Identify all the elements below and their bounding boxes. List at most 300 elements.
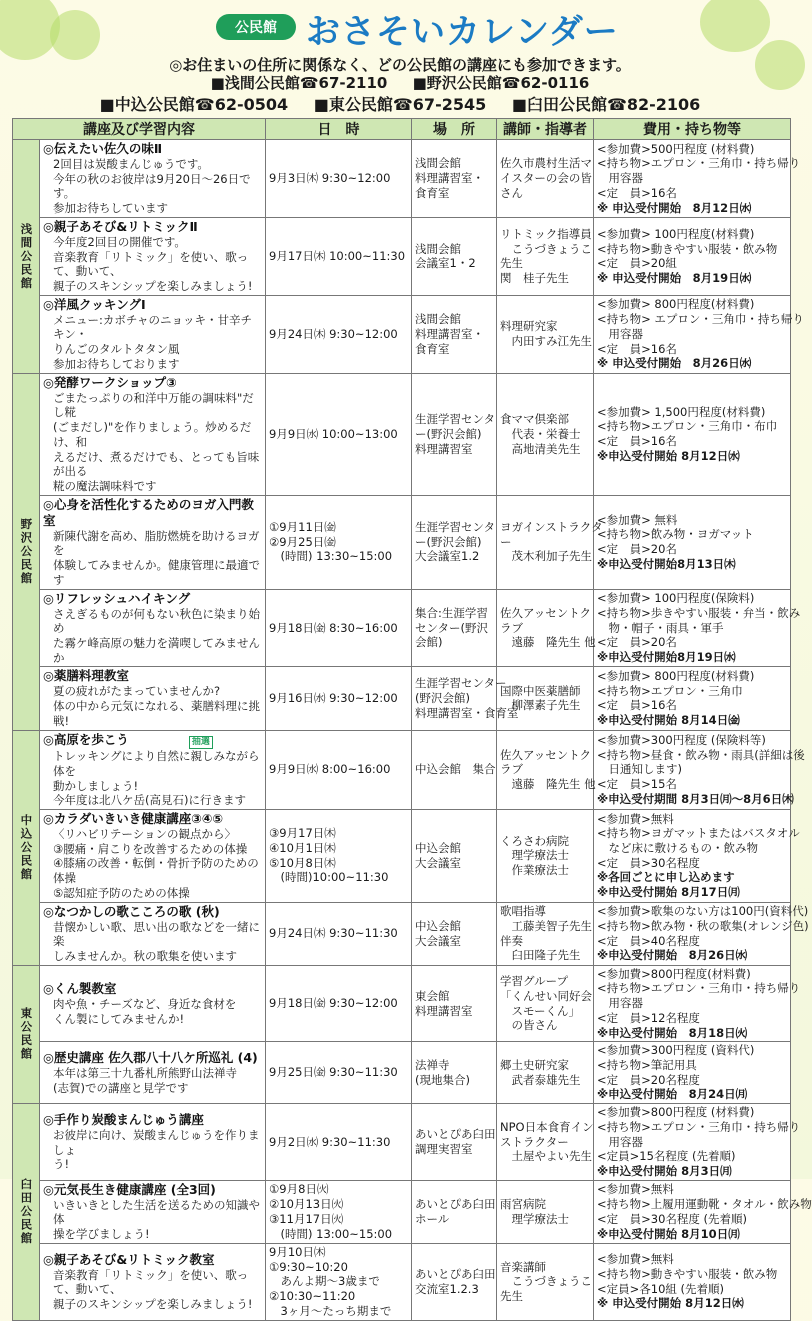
page-header (0, 0, 800, 118)
fee-cell (594, 1104, 801, 1181)
place-line: 会館) (415, 635, 443, 650)
application-date-line: ※申込受付期間 8月3日㈪〜8月6日㈭ (597, 791, 794, 806)
course-desc-line: 新陳代謝を高め、脂肪燃焼を助けるヨガを (53, 528, 260, 558)
teacher-line: 武者泰雄先生 (500, 1072, 581, 1087)
datetime-cell (266, 373, 412, 495)
fee-line: <参加費> 800円程度(材料費) (597, 669, 755, 684)
col-header-course: 講座及び学習内容 (13, 119, 266, 140)
course-desc-line: 親子のスキンシップを楽しみましょう! (53, 279, 253, 294)
fee-line: <定 員>30名程度 (597, 855, 700, 870)
teacher-line: 先生 (500, 256, 523, 271)
table-row (13, 495, 791, 589)
course-desc-line: メニュー:カボチャのニョッキ・甘辛チキン・ (53, 312, 253, 342)
datetime-line: ①9月11日㈮ (269, 520, 336, 535)
teacher-line: 遠藤 隆先生 他 (500, 635, 596, 650)
datetime-line: ②10:30~11:20 (269, 1289, 356, 1304)
course-desc-line: ③腰痛・肩こりを改善するための体操 (53, 841, 248, 856)
course-cell (40, 295, 266, 373)
fee-line: 用容器 (597, 171, 643, 186)
course-desc-line: 今年度は北八ケ岳(高見石)に行きます (53, 793, 246, 808)
place-cell (412, 809, 497, 902)
course-desc-line: 今年度2回目の開催です。 (53, 234, 186, 249)
datetime-line: ①9月8日㈫ (269, 1182, 329, 1197)
fee-line: <持ち物>エプロン・三角巾・布巾 (597, 419, 778, 434)
teacher-line: ヨガインストラクタ (500, 520, 603, 535)
place-cell (412, 589, 497, 667)
course-cell (40, 495, 266, 589)
application-date-line: ※申込受付開始 8月10日㈪ (597, 1226, 740, 1241)
fee-line: <参加費>500円程度 (材料費) (597, 141, 755, 156)
datetime-cell (266, 667, 412, 730)
fee-line: <定 員>15名 (597, 777, 677, 792)
datetime-line: ①9:30~10:20 (269, 1259, 348, 1274)
fee-line: <定 員>16名 (597, 185, 677, 200)
fee-cell (594, 965, 801, 1042)
place-line: あいとぴあ臼田 (415, 1127, 496, 1142)
place-cell (412, 730, 497, 809)
course-desc-line: 肉や魚・チーズなど、身近な食材を (53, 996, 237, 1011)
phone-higashi: ■東公民館☎67-2545 (313, 95, 487, 114)
fee-line: <参加費>300円程度 (保険料等) (597, 732, 766, 747)
datetime-cell (266, 965, 412, 1042)
fee-cell (594, 217, 791, 295)
lottery-tag: 抽選 (189, 736, 213, 750)
table-row (13, 1104, 791, 1181)
fee-line: <参加費> 100円程度(材料費) (597, 226, 755, 241)
datetime-cell (266, 809, 412, 902)
application-date-line: ※申込受付開始8月13日㈭ (597, 556, 736, 571)
application-date-line: ※ 申込受付開始 8月26日㈬ (597, 356, 752, 371)
place-cell (412, 495, 497, 589)
place-cell (412, 295, 497, 373)
place-line: 会議室1・2 (415, 256, 476, 271)
hall-name-cell: 野沢公民館 (13, 373, 40, 730)
course-desc-line: 音楽教育「リトミック」を使い、歌って、動いて、 (53, 1267, 249, 1297)
datetime-cell (266, 589, 412, 667)
course-desc-line: 操を学びましょう! (53, 1227, 150, 1242)
course-desc-line: (ごまだし)"を作りましょう。炒めるだけ、和 (53, 420, 252, 449)
table-row (13, 1180, 791, 1243)
datetime-line: 9月18日㈮ 8:30~16:00 (269, 620, 398, 635)
datetime-cell (266, 730, 412, 809)
place-line: 料理講習室 (415, 441, 473, 456)
datetime-cell (266, 140, 412, 218)
place-line: ホール (415, 1211, 450, 1226)
fee-cell (594, 589, 801, 667)
phone-nakagomi: ■中込公民館☎62-0504 (99, 95, 289, 114)
hall-name-cell: 浅間公民館 (13, 140, 40, 374)
application-date-line: ※申込受付開始 8月14日㈮ (597, 713, 740, 728)
place-line: 中込会館 (415, 918, 461, 933)
place-line: 交流室1.2.3 (415, 1281, 479, 1296)
course-desc-line: 音楽教育「リトミック」を使い、歌って、動いて、 (53, 249, 249, 279)
datetime-line: 9月18日㈮ 9:30~12:00 (269, 996, 398, 1011)
course-name: ◎高原を歩こう 抽選 (43, 732, 262, 750)
table-row (13, 217, 791, 295)
teacher-line: 「くんせい同好会 (500, 988, 592, 1003)
fee-line: 用容器 (597, 1134, 643, 1149)
datetime-line: 9月24日㈭ 9:30~11:30 (269, 926, 398, 941)
teacher-line: 高地清美先生 (500, 441, 581, 456)
lead-text: ◎お住まいの住所に関係なく、どの公民館の講座にも参加できます。 (169, 56, 631, 74)
teacher-cell (497, 295, 594, 373)
teacher-cell (497, 1042, 594, 1104)
course-desc-line: 体の中から元気になれる、薬膳料理に挑戦! (53, 699, 260, 728)
teacher-cell (497, 667, 594, 730)
teacher-line: 関 桂子先生 (500, 271, 569, 286)
table-row (13, 965, 791, 1042)
datetime-line: 9月9日㈬ 8:00~16:00 (269, 762, 391, 777)
place-cell (412, 902, 497, 965)
course-desc-line: りんごのタルトタタン風 (53, 342, 180, 357)
fee-cell (594, 373, 791, 495)
datetime-line: 9月2日㈬ 9:30~11:30 (269, 1134, 391, 1149)
table-row (13, 140, 791, 218)
course-desc-line: 2回目は炭酸まんじゅうです。 (53, 157, 209, 171)
datetime-line: ④10月1日㈭ (269, 841, 336, 856)
application-date-line: ※申込受付開始 8月26日㈬ (597, 948, 748, 963)
place-line: センター(野沢 (415, 620, 489, 635)
datetime-cell (266, 1042, 412, 1104)
place-line: (野沢会館) (415, 691, 470, 706)
fee-line: <参加費>歌集のない方は100円(資料代) (597, 904, 809, 919)
fee-line: <持ち物>動きやすい服装・飲み物 (597, 241, 778, 256)
place-line: 生涯学習センタ (415, 412, 496, 427)
course-cell (40, 667, 266, 730)
place-line: 料理講習室・食育室 (415, 705, 519, 720)
place-line: 生涯学習センター (415, 676, 507, 691)
course-desc-line: 糀の魔法調味料です (53, 478, 157, 493)
teacher-line: ラブ (500, 620, 523, 635)
fee-line: 日通知します) (597, 762, 682, 777)
teacher-line: スモーくん」 (500, 1003, 581, 1018)
fee-line: <持ち物>昼食・飲み物・雨具(詳細は後 (597, 747, 805, 762)
teacher-line: 先生 (500, 1289, 523, 1304)
course-name: ◎親子あそび&リトミックⅡ (43, 218, 198, 234)
fee-line: <定 員>16名 (597, 434, 677, 449)
fee-line: <持ち物>筆記用具 (597, 1058, 697, 1073)
application-date-line: ※ 申込受付開始 8月19日㈬ (597, 271, 752, 286)
fee-cell (594, 1042, 791, 1104)
course-cell (40, 1104, 266, 1181)
teacher-line: 代表・栄養士 (500, 426, 581, 441)
course-desc-line: 参加お待ちしています (53, 201, 168, 216)
course-cell (40, 140, 266, 218)
course-desc-line: えるだけ、煮るだけでも、とっても旨味が出る (53, 449, 260, 479)
course-desc-line: しみませんか。秋の歌集を使います (53, 948, 237, 963)
teacher-cell (497, 809, 594, 902)
teacher-line: 佐久アッセントク (500, 747, 591, 762)
teacher-line: 郷土史研究家 (500, 1058, 569, 1073)
course-name: ◎発酵ワークショップ③ (43, 374, 177, 390)
datetime-line: ③11月17日㈫ (269, 1211, 344, 1226)
datetime-line: ③9月17日㈭ (269, 826, 336, 841)
phone-nozawa: ■野沢公民館☎62-0116 (412, 74, 590, 92)
place-line: ー(野沢会館) (415, 534, 482, 549)
course-desc-line: くん製にしてみませんか! (53, 1011, 185, 1026)
course-desc-line: 本年は第三十九番札所熊野山法禅寺 (53, 1066, 237, 1081)
fee-line: <定 員>16名 (597, 341, 677, 356)
teacher-line: 音楽講師 (500, 1259, 546, 1274)
application-date-line: ※ 申込受付開始 8月12日㈬ (597, 200, 752, 215)
course-cell (40, 730, 266, 809)
place-line: 調理実習室 (415, 1141, 473, 1156)
table-row (13, 667, 791, 730)
course-desc-line: ごまたっぷりの和洋中万能の調味料"だし糀 (53, 390, 254, 420)
teacher-line: の皆さん (500, 1018, 558, 1033)
fee-line: <持ち物>エプロン・三角巾 (597, 683, 743, 698)
fee-line: <持ち物> エプロン・三角巾・持ち帰り (597, 312, 804, 327)
place-line: 大会議室 (415, 933, 461, 948)
course-desc-line: 親子のスキンシップを楽しみましょう! (53, 1297, 253, 1312)
fee-line: など床に敷けるもの・飲み物 (597, 841, 758, 856)
course-desc-line: 動かしましょう! (53, 778, 139, 793)
course-desc-line: ④膝痛の改善・転倒・骨折予防のための体操 (53, 856, 259, 886)
datetime-line: (時間) 13:00~15:00 (269, 1226, 393, 1241)
course-desc-line: た霧ケ峰高原の魅力を満喫してみませんか (53, 635, 260, 665)
fee-line: <定員>15名程度 (先着順) (597, 1149, 736, 1164)
fee-line: <持ち物>飲み物・秋の歌集(オレンジ色) (597, 918, 809, 933)
fee-line: <参加費>800円程度 (材料費) (597, 1105, 755, 1120)
teacher-line: さん (500, 185, 523, 200)
fee-line: 物・帽子・雨具・軍手 (597, 620, 724, 635)
teacher-line: 伴奏 (500, 933, 523, 948)
place-cell (412, 373, 497, 495)
place-cell (412, 667, 519, 730)
course-name: ◎歴史講座 佐久郡八十八ケ所巡礼 (4) (43, 1050, 258, 1066)
course-name: ◎元気長生き健康講座 (全3回) (43, 1181, 216, 1197)
course-cell (40, 1042, 266, 1104)
table-row (13, 589, 791, 667)
teacher-cell (497, 140, 594, 218)
course-desc-line: トレッキングにより自然に親しみながら体を (53, 749, 260, 778)
fee-line: <定 員>16名 (597, 698, 677, 713)
fee-line: <定 員>40名程度 (597, 933, 700, 948)
datetime-line: ②9月25日㈮ (269, 534, 336, 549)
datetime-line: 9月24日㈭ 9:30~12:00 (269, 326, 398, 341)
place-line: 大会議室 (415, 855, 461, 870)
phone-line-3 (0, 92, 800, 115)
table-row (13, 1042, 791, 1104)
teacher-line: 学習グループ (500, 974, 569, 989)
teacher-line: こうづきょうこ (500, 241, 592, 256)
fee-line: <持ち物>歩きやすい服装・弁当・飲み (597, 605, 801, 620)
datetime-line: (時間)10:00~11:30 (269, 870, 389, 885)
application-date-line: ※申込受付開始8月19日㈬ (597, 650, 736, 665)
place-line: 生涯学習センタ (415, 520, 496, 535)
table-row (13, 902, 791, 965)
fee-line: <定 員>20名 (597, 635, 677, 650)
col-header-datetime: 日 時 (266, 119, 412, 140)
place-line: 中込会館 集合 (415, 762, 496, 777)
teacher-line: 料理研究家 (500, 319, 558, 334)
datetime-line: 9月3日㈭ 9:30~12:00 (269, 171, 391, 186)
hall-name-cell: 東公民館 (13, 965, 40, 1103)
course-desc-line: 今年の秋のお彼岸は9月20日〜26日です。 (53, 171, 251, 201)
table-body (13, 140, 812, 1321)
course-cell (40, 809, 266, 902)
fee-cell (594, 295, 804, 373)
teacher-line: 作業療法士 (500, 863, 569, 878)
fee-line: <持ち物>エプロン・三角巾・持ち帰り (597, 981, 801, 996)
teacher-line: ストラクター (500, 1134, 569, 1149)
datetime-line: 9月25日㈮ 9:30~11:30 (269, 1065, 398, 1080)
fee-line: <持ち物>エプロン・三角巾・持ち帰り (597, 156, 801, 171)
teacher-line: リトミック指導員 (500, 226, 592, 241)
teacher-cell (497, 495, 603, 589)
fee-line: <定 員>20名程度 (597, 1072, 700, 1087)
teacher-cell (497, 965, 594, 1042)
teacher-cell (497, 217, 594, 295)
course-name: ◎くん製教室 (43, 980, 117, 996)
place-line: 料理講習室・ (415, 326, 484, 341)
fee-line: <定 員>30名程度 (先着順) (597, 1211, 748, 1226)
place-line: 大会議室1.2 (415, 549, 480, 564)
course-desc-line: お彼岸に向け、炭酸まんじゅうを作りましょ (53, 1127, 260, 1157)
datetime-cell (266, 902, 412, 965)
course-desc-line: 昔懐かしい歌、思い出の歌などを一緒に楽 (53, 919, 260, 949)
place-cell (412, 965, 497, 1042)
teacher-cell (497, 1243, 594, 1320)
teacher-line: 食ママ倶楽部 (500, 412, 569, 427)
teacher-line: 内田すみ江先生 (500, 334, 592, 349)
fee-line: <参加費> 無料 (597, 512, 678, 527)
fee-line: <参加費>無料 (597, 1252, 674, 1267)
table-row (13, 730, 791, 809)
teacher-cell (497, 373, 594, 495)
table-header-row (13, 119, 791, 140)
datetime-cell (266, 495, 412, 589)
course-desc-line: 〈リハビリテーションの観点から〉 (53, 826, 236, 841)
course-name: ◎親子あそび&リトミック教室 (43, 1251, 215, 1267)
place-cell (412, 140, 497, 218)
phone-usuda: ■臼田公民館☎82-2106 (511, 95, 701, 114)
teacher-cell (497, 730, 594, 809)
phone-asama: ■浅間公民館☎67-2110 (210, 74, 388, 92)
course-desc-line: 参加お待ちしております (53, 356, 180, 371)
course-desc-line: (志賀)での講座と見学です (53, 1080, 189, 1095)
datetime-line: 9月17日㈭ 10:00~11:30 (269, 248, 406, 263)
fee-line: <参加費>300円程度 (資料代) (597, 1043, 755, 1058)
course-name: ◎薬膳料理教室 (43, 668, 129, 684)
fee-line: <持ち物>上履用運動靴・タオル・飲み物 (597, 1197, 812, 1212)
place-line: 食育室 (415, 185, 450, 200)
teacher-line: 歌唱指導 (500, 904, 546, 919)
table-row (13, 809, 791, 902)
teacher-line: こうづきょうこ (500, 1274, 592, 1289)
application-date-line: ※各回ごとに申し込めます (597, 870, 735, 885)
application-date-line: ※申込受付開始 8月24日㈪ (597, 1087, 748, 1102)
place-line: あいとぴあ臼田 (415, 1197, 496, 1212)
table-row (13, 1243, 791, 1320)
fee-line: 用容器 (597, 996, 643, 1011)
place-line: 食育室 (415, 341, 450, 356)
datetime-line: 9月10日㈭ (269, 1244, 326, 1259)
course-name: ◎手作り炭酸まんじゅう講座 (43, 1111, 204, 1127)
table-row (13, 295, 791, 373)
place-cell (412, 1243, 497, 1320)
fee-line: <参加費> 100円程度(保険料) (597, 591, 755, 606)
datetime-line: ⑤10月8日㈭ (269, 855, 336, 870)
place-line: 浅間会館 (415, 241, 461, 256)
course-name: ◎洋風クッキングⅠ (43, 296, 146, 312)
teacher-line: 茂木利加子先生 (500, 549, 592, 564)
course-name: ◎リフレッシュハイキング (43, 590, 191, 606)
hall-name-cell: 臼田公民館 (13, 1104, 40, 1320)
fee-cell (594, 730, 805, 809)
fee-line: <持ち物>動きやすい服装・飲み物 (597, 1267, 778, 1281)
datetime-cell (266, 1243, 412, 1320)
kominkan-badge: 公民館 (216, 14, 296, 40)
fee-line: <持ち物>エプロン・三角巾・持ち帰り (597, 1119, 801, 1134)
place-cell (412, 1180, 497, 1243)
datetime-cell (266, 1104, 412, 1181)
fee-line: <参加費> 800円程度(材料費) (597, 297, 755, 312)
course-schedule-table (12, 118, 812, 1321)
place-line: 法禅寺 (415, 1058, 450, 1073)
datetime-line: ②10月13日㈫ (269, 1197, 344, 1212)
fee-line: <持ち物>飲み物・ヨガマット (597, 527, 754, 542)
place-line: 料理講習室 (415, 1003, 473, 1018)
fee-cell (594, 1243, 791, 1320)
datetime-line: 3ヶ月〜たっち期まで (269, 1303, 392, 1318)
place-line: 集合:生涯学習 (415, 605, 488, 620)
teacher-line: 国際中医薬膳師 (500, 683, 581, 698)
fee-line: <定 員>20名 (597, 542, 677, 557)
table-row (13, 373, 791, 495)
fee-line: <定 員>20組 (597, 256, 677, 271)
page-title: おさそいカレンダー (306, 12, 619, 52)
teacher-line: 臼田隆子先生 (500, 948, 581, 963)
teacher-line: 理学療法士 (500, 1211, 569, 1226)
teacher-cell (497, 1180, 594, 1243)
course-cell (40, 589, 266, 667)
place-cell (412, 1042, 497, 1104)
place-line: 浅間会館 (415, 312, 461, 327)
teacher-line: 佐久市農村生活マ (500, 156, 592, 171)
datetime-line: 9月9日㈬ 10:00~13:00 (269, 426, 398, 441)
course-cell (40, 902, 266, 965)
datetime-cell (266, 217, 412, 295)
fee-line: <参加費>無料 (597, 1182, 674, 1197)
fee-line: <持ち物>ヨガマットまたはバスタオル (597, 826, 800, 841)
hall-name-cell: 中込公民館 (13, 730, 40, 965)
fee-line: <参加費>800円程度(材料費) (597, 966, 751, 981)
application-date-line: ※申込受付開始 8月17日㈪ (597, 885, 740, 900)
fee-cell (594, 1180, 812, 1243)
col-header-place: 場 所 (412, 119, 497, 140)
col-header-fee: 費用・持ち物等 (594, 119, 791, 140)
course-name: ◎なつかしの歌こころの歌 (秋) (43, 903, 220, 919)
col-header-teacher: 講師・指導者 (497, 119, 594, 140)
teacher-line: 遠藤 隆先生 他 (500, 777, 596, 792)
teacher-line: 工藤美智子先生 (500, 918, 592, 933)
teacher-cell (497, 589, 594, 667)
datetime-cell (266, 1180, 412, 1243)
course-desc-line: ⑤認知症予防のための体操 (53, 885, 190, 900)
course-cell (40, 965, 266, 1042)
course-desc-line: う! (53, 1157, 70, 1172)
fee-cell (594, 902, 809, 965)
teacher-line: NPO日本食育イン (500, 1119, 594, 1134)
datetime-line: (時間) 13:30~15:00 (269, 549, 393, 564)
course-cell (40, 1180, 266, 1243)
place-line: 東会館 (415, 988, 450, 1003)
teacher-line: 土屋やよい先生 (500, 1149, 592, 1164)
teacher-line: ラブ (500, 762, 523, 777)
place-line: 浅間会館 (415, 156, 461, 171)
application-date-line: ※申込受付開始 8月18日㈫ (597, 1025, 748, 1040)
